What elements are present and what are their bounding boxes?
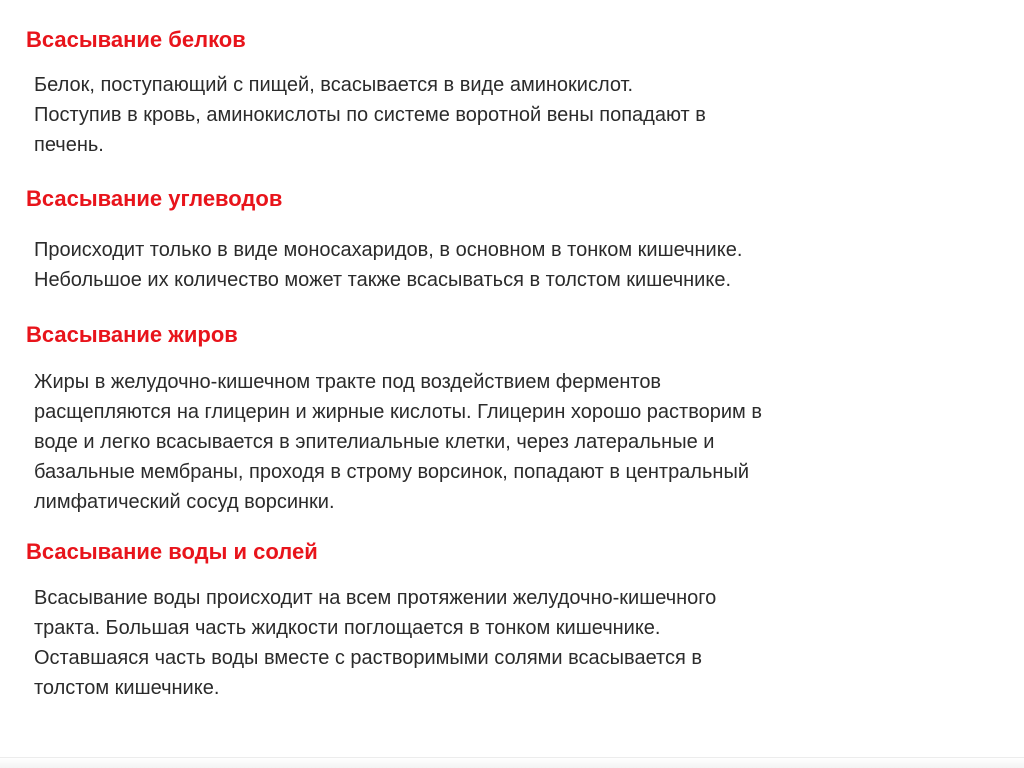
text-line: Жиры в желудочно-кишечном тракте под воздействием ферментов	[34, 371, 662, 393]
section-title-proteins: Всасывание белков	[26, 27, 246, 52]
text-line: Всасывание воды происходит на всем протяжении желудочно-кишечного	[34, 587, 717, 609]
text-line: толстом кишечнике.	[34, 677, 220, 699]
text-line: лимфатический сосуд ворсинки.	[34, 491, 335, 513]
bottom-divider	[0, 757, 1024, 768]
text-line: базальные мембраны, проходя в строму ворсинок, попадают в центральный	[34, 461, 749, 483]
text-line: Небольшое их количество может также всасываться в толстом кишечнике.	[34, 269, 732, 291]
text-line: Белок, поступающий с пищей, всасывается в виде аминокислот.	[34, 74, 634, 96]
text-line: Происходит только в виде моносахаридов, в основном в тонком кишечнике.	[34, 239, 743, 261]
section-body-fats	[34, 367, 994, 517]
text-line: тракта. Большая часть жидкости поглощается в тонком кишечнике.	[34, 617, 661, 639]
section-body-proteins	[34, 70, 994, 160]
text-line: Поступив в кровь, аминокислоты по системе воротной вены попадают в	[34, 104, 706, 126]
section-body-carbohydrates	[34, 235, 994, 295]
text-line: печень.	[34, 134, 104, 156]
text-line: расщепляются на глицерин и жирные кислоты. Глицерин хорошо растворим в	[34, 401, 762, 423]
section-title-carbohydrates: Всасывание углеводов	[26, 186, 283, 211]
text-line: воде и легко всасывается в эпителиальные клетки, через латеральные и	[34, 431, 715, 453]
section-title-fats: Всасывание жиров	[26, 322, 238, 347]
text-line: Оставшаяся часть воды вместе с растворимыми солями всасывается в	[34, 647, 702, 669]
section-body-water-salts	[34, 583, 994, 703]
section-title-water-salts: Всасывание воды и солей	[26, 539, 318, 564]
